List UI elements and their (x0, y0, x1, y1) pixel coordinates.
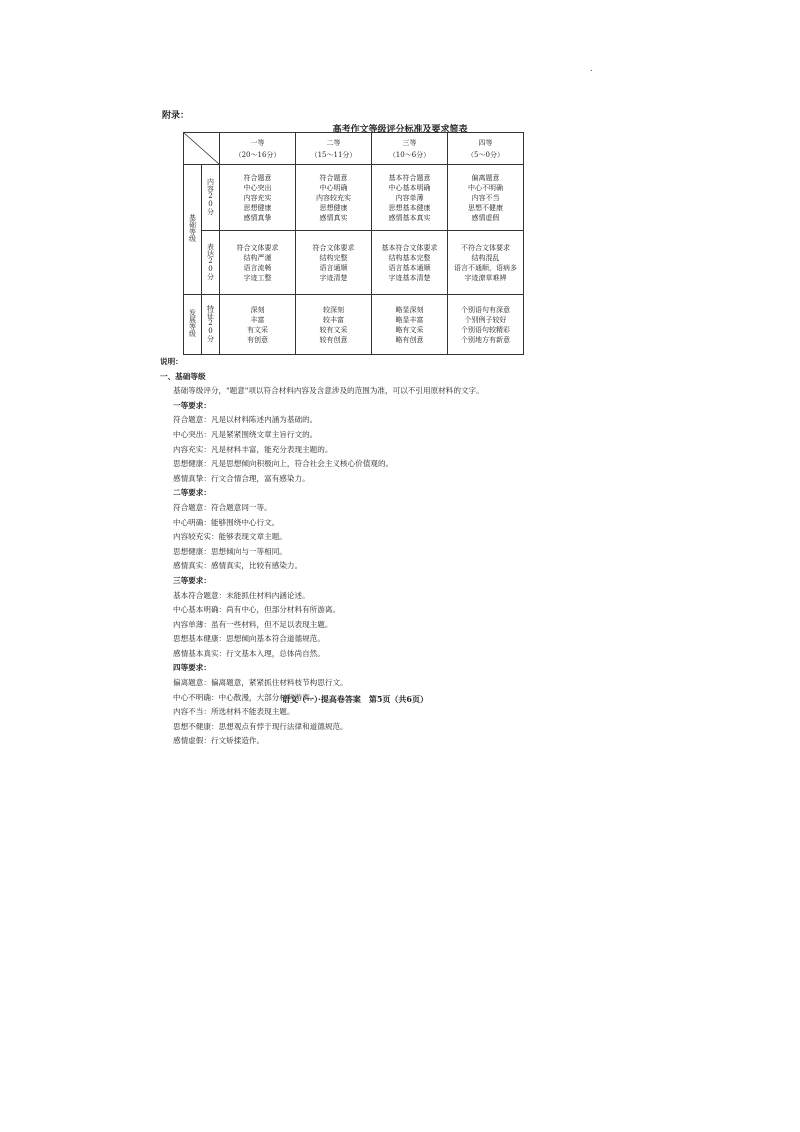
corner-diagonal-cell (184, 133, 220, 165)
criteria-item: 符合题意 (243, 173, 272, 182)
criteria-item: 字迹潦草难辨 (464, 273, 507, 282)
row-label: 内容20分 (202, 165, 220, 231)
notes-section (160, 355, 630, 749)
criteria-item: 有文采 (247, 325, 268, 334)
criteria-cell (372, 231, 448, 295)
section-title: 一、基础等级 (160, 371, 206, 381)
criteria-item: 思想基本健康 (388, 203, 431, 212)
grade-header-row (184, 133, 524, 165)
criteria-item: 中心基本明确 (388, 183, 431, 192)
note-line: 感情真实：感情真实，比较有感染力。 (173, 561, 303, 571)
note-line: 思想健康：思想倾向与一等相同。 (173, 546, 287, 556)
criteria-item: 中心突出 (243, 183, 272, 192)
page-footer: 语文（一）·提高卷答案 第5页（共6页） (282, 694, 428, 704)
criteria-item: 个别地方有新意 (461, 335, 510, 344)
criteria-item: 略有创意 (395, 335, 424, 344)
criteria-item: 字迹基本清楚 (388, 273, 431, 282)
note-line: 感情基本真实：行文基本入理，总体尚自然。 (173, 648, 325, 658)
criteria-item: 结构混乱 (471, 253, 500, 262)
feature-row (184, 295, 524, 355)
criteria-cell (448, 231, 524, 295)
criteria-item: 结构严谨 (243, 253, 272, 262)
grade-header (296, 133, 372, 165)
criteria-item: 字迹工整 (243, 273, 272, 282)
criteria-item: 思想健康 (319, 203, 348, 212)
note-line: 内容充实：凡是材料丰富，能充分表现主题的。 (173, 444, 333, 454)
criteria-item: 语言基本通顺 (388, 263, 431, 272)
criteria-cell (296, 165, 372, 231)
criteria-cell (220, 295, 296, 355)
criteria-item: 感情虚假 (471, 213, 500, 222)
criteria-item: 略显深刻 (395, 305, 424, 314)
grade-range: （10～6分） (388, 150, 431, 159)
criteria-item: 较深刻 (323, 305, 344, 314)
criteria-cell (296, 295, 372, 355)
note-line: 符合题意：凡是以材料陈述内涵为基础的。 (173, 415, 318, 425)
criteria-cell (220, 165, 296, 231)
requirement-heading: 一等要求： (173, 400, 211, 410)
note-line: 中心基本明确：尚有中心，但部分材料有所游离。 (173, 605, 341, 615)
note-line: 感情虚假：行文矫揉造作。 (173, 736, 265, 746)
note-line: 内容不当：所选材料不能表现主题。 (173, 707, 295, 717)
expression-row (184, 231, 524, 295)
criteria-item: 语言通顺 (319, 263, 348, 272)
criteria-item: 较有文采 (319, 325, 348, 334)
grade-header (372, 133, 448, 165)
criteria-item: 内容充实 (243, 193, 272, 202)
criteria-cell (448, 165, 524, 231)
criteria-cell (220, 231, 296, 295)
note-line: 思想不健康：思想观点有悖于现行法律和道德规范。 (173, 721, 348, 731)
criteria-item: 中心不明确 (468, 183, 503, 192)
grade-name: 二等 (326, 138, 341, 147)
row-label: 特征20分 (202, 295, 220, 355)
criteria-item: 结构基本完整 (388, 253, 431, 262)
note-line: 符合题意：符合题意同一等。 (173, 502, 272, 512)
basic-level-label: 基础等级 (184, 165, 202, 295)
criteria-item: 个别语句较精彩 (461, 325, 510, 334)
criteria-item: 思想健康 (243, 203, 272, 212)
criteria-item: 符合文体要求 (312, 243, 355, 252)
criteria-item: 偏离题意 (471, 173, 500, 182)
note-line: 基础等级评分，"题意"项以符合材料内容及含意涉及的范围为准，可以不引用原材料的文字。 (173, 386, 484, 396)
criteria-item: 语言流畅 (243, 263, 272, 272)
criteria-item: 较有创意 (319, 335, 348, 344)
note-line: 思想基本健康：思想倾向基本符合道德规范。 (173, 634, 325, 644)
criteria-item: 较丰富 (323, 315, 344, 324)
note-line: 感情真挚：行文合情合理，富有感染力。 (173, 473, 310, 483)
dev-level-label: 发展等级 (184, 295, 202, 355)
criteria-item: 内容不当 (471, 193, 500, 202)
criteria-item: 结构完整 (319, 253, 348, 262)
criteria-item: 符合文体要求 (236, 243, 279, 252)
note-line: 偏离题意：偏离题意，紧紧抓住材料枝节构思行文。 (173, 678, 348, 688)
criteria-item: 基本符合题意 (388, 173, 431, 182)
grade-range: （20～16分） (234, 150, 281, 159)
row-label: 表达20分 (202, 231, 220, 295)
appendix-label: 附录： (162, 111, 190, 121)
note-line: 内容单薄：虽有一些材料，但不足以表现主题。 (173, 619, 333, 629)
criteria-cell (372, 295, 448, 355)
table-title: 高考作文等级评分标准及要求简表 (332, 125, 468, 135)
content-row (184, 165, 524, 231)
criteria-item: 略有文采 (395, 325, 424, 334)
criteria-item: 符合题意 (319, 173, 348, 182)
criteria-item: 字迹清楚 (319, 273, 348, 282)
criteria-item: 感情真挚 (243, 213, 272, 222)
grade-name: 四等 (478, 138, 493, 147)
criteria-item: 感情真实 (319, 213, 348, 222)
criteria-item: 深刻 (250, 305, 265, 314)
grading-table (183, 132, 524, 355)
requirement-heading: 二等要求： (173, 488, 211, 498)
criteria-item: 不符合文体要求 (461, 243, 510, 252)
criteria-cell (296, 231, 372, 295)
note-line: 基本符合题意：未能抓住材料内涵论述。 (173, 590, 310, 600)
requirement-heading: 四等要求： (173, 663, 211, 673)
criteria-item: 个别例子较好 (464, 315, 507, 324)
criteria-item: 略显丰富 (395, 315, 424, 324)
note-line: 中心突出：凡是紧紧围绕文章主旨行文的。 (173, 429, 318, 439)
criteria-item: 感情基本真实 (388, 213, 431, 222)
criteria-item: 丰富 (250, 315, 265, 324)
criteria-item: 中心明确 (319, 183, 348, 192)
note-line: 思想健康：凡是思想倾向积极向上，符合社会主义核心价值观的。 (173, 459, 394, 469)
notes-lines (160, 370, 630, 749)
grade-name: 三等 (402, 138, 417, 147)
criteria-item: 内容单薄 (395, 193, 424, 202)
note-line: 中心不明确：中心散漫，大部分材料游离。 (173, 692, 318, 702)
grade-header (448, 133, 524, 165)
grade-name: 一等 (250, 138, 265, 147)
requirement-heading: 三等要求： (173, 575, 211, 585)
criteria-item: 有创意 (247, 335, 268, 344)
criteria-item: 内容较充实 (316, 193, 351, 202)
corner-mark: . (590, 64, 593, 73)
grade-range: （15～11分） (310, 150, 357, 159)
criteria-item: 基本符合文体要求 (381, 243, 438, 252)
criteria-cell (448, 295, 524, 355)
note-line: 内容较充实：能够表现文章主题。 (173, 532, 287, 542)
criteria-item: 语言不通顺，语病多 (454, 263, 517, 272)
criteria-item: 个别语句有深意 (461, 305, 510, 314)
note-line: 中心明确：能够围绕中心行文。 (173, 517, 280, 527)
notes-heading: 说明： (160, 357, 183, 366)
grade-header (220, 133, 296, 165)
grade-range: （5～0分） (467, 150, 504, 159)
criteria-item: 思想不健康 (468, 203, 503, 212)
criteria-cell (372, 165, 448, 231)
